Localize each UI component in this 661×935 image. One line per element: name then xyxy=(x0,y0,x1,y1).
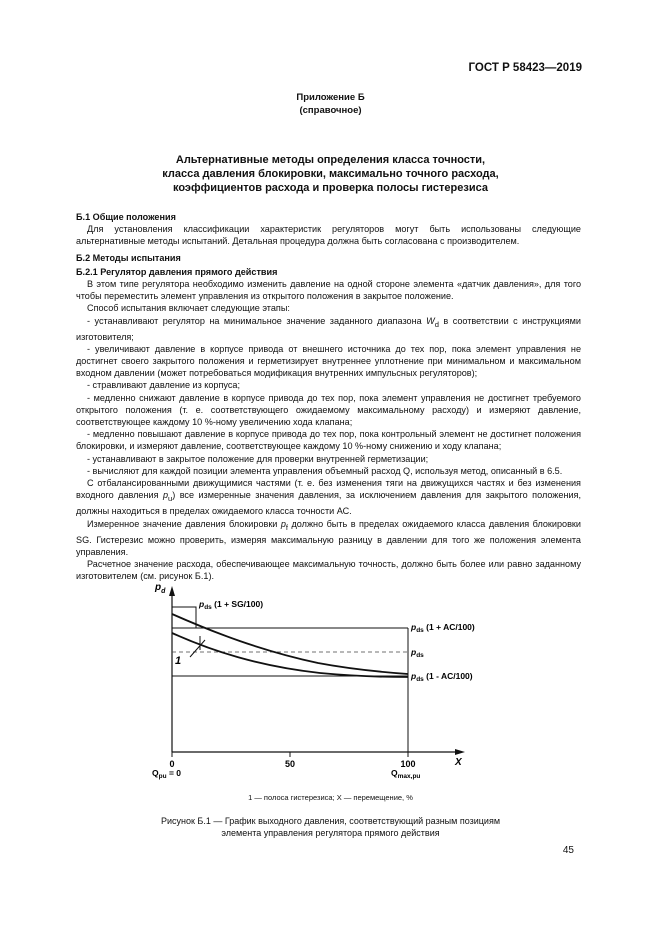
lower-limit-label: $p_{ds}$ (1 - AC/100) xyxy=(411,671,473,683)
x-tick-label-50: 50 xyxy=(284,759,296,769)
title-line-3: коэффициентов расхода и проверка полосы гистерезиса xyxy=(173,182,488,194)
x-tick-label-0: 0 xyxy=(169,759,175,769)
paragraph: Способ испытания включает следующие этапы: xyxy=(87,303,290,314)
y-axis-label: $p_d$ xyxy=(155,582,166,595)
paragraph: С отбалансированными движущимися частями (т. е. без изменения тяги на движущихся частях и без изменения входного давления $p_u$) все измеренные значения давления, за исключением давления для закрытого положения, должны находиться в пределах ожидаемого класса точности АС. xyxy=(76,478,581,517)
lockup-line xyxy=(172,607,196,628)
q-max-label: $Q_{max,pu}$ xyxy=(391,768,421,780)
caption-line-2: элемента управления регулятора прямого действия xyxy=(221,828,440,838)
figure-legend: 1 — полоса гистерезиса; X — перемещение, % xyxy=(248,793,413,802)
caption-line-1: Рисунок Б.1 — График выходного давления, соответствующий разным позициям xyxy=(160,816,501,826)
list-item: - увеличивают давление в корпусе привода от внешнего источника до тех пор, пока элемент управления не достигнет своего закрытого положения и герметизирует внутреннее уплотнение при минимальном и максимальном входном давлении (может потребоваться модификация внутренних импульсных регуляторов); xyxy=(76,343,581,379)
list-item: - медленно снижают давление в корпусе привода до тех пор, пока элемент управления не достигнет требуемого открытого положения (т. е. соответствующего ожидаемому максимальному расходу) и измеряют давление, соответствующее каждому 10 %-ному увеличению хода клапана; xyxy=(76,392,581,428)
list-item: - устанавливают в закрытое положение для проверки внутренней герметизации; xyxy=(87,453,429,464)
paragraph: В этом типе регулятора необходимо изменить давление на одной стороне элемента «датчик давления», для того чтобы переместить элемент управления из открытого положения в закрытое положение. xyxy=(76,279,581,302)
x-tick-label-100: 100 xyxy=(400,759,416,769)
list-item: - стравливают давление из корпуса; xyxy=(87,380,240,391)
title-line-2: класса давления блокировки, максимально точного расхода, xyxy=(162,168,499,180)
y-axis-arrow xyxy=(169,586,175,596)
hysteresis-arrow xyxy=(190,640,205,657)
setpoint-label: $p_{ds}$ xyxy=(411,647,424,659)
list-item: - медленно повышают давление в корпусе привода до тех пор, пока контрольный элемент не достигнет положения блокировки, и измеряют давление, соответствующее каждому 10 %-ному снижению и ходу клапана; xyxy=(76,429,581,452)
title-line-1: Альтернативные методы определения класса точности, xyxy=(175,154,486,166)
x-axis-label: X xyxy=(455,757,462,768)
paragraph: Расчетное значение расхода, обеспечивающее максимальную точность, должно быть более или равно заданному изготовителем (см. рисунок Б.1). xyxy=(76,558,581,582)
list-item: - вычисляют для каждой позиции элемента управления объемный расход Q, используя метод, описанный в 6.5. xyxy=(87,465,563,476)
section-heading-b21: Б.2.1 Регулятор давления прямого действия xyxy=(76,266,278,277)
lockup-label: $p_{ds}$ (1 + SG/100) xyxy=(199,599,264,611)
hysteresis-label: 1 xyxy=(175,655,182,667)
appendix-name: Приложение Б xyxy=(296,92,365,103)
list-item: - устанавливают регулятор на минимальное значение заданного диапазона $W_d$ в соответствии с инструкциями изготовителя; xyxy=(76,315,581,342)
paragraph: Измеренное значение давления блокировки $p_f$ должно быть в пределах ожидаемого класса давления блокировки SG. Гистерезис можно проверить, измеряя максимальную разницу в давлении для того же положения элемента управления. xyxy=(76,518,581,557)
upper-limit-label: $p_{ds}$ (1 + AC/100) xyxy=(411,622,475,634)
appendix-type: (справочное) xyxy=(299,105,362,116)
q-pu-label: $Q_{pu} = 0$ xyxy=(152,768,181,780)
page-number: 45 xyxy=(562,845,574,856)
figure-caption xyxy=(0,815,661,839)
paragraph: Для установления классификации характеристик регуляторов могут быть использованы следующие альтернативные методы испытаний. Детальная процедура должна быть согласована с производителем. xyxy=(76,224,581,247)
upper-curve xyxy=(172,614,408,674)
section-heading-b1: Б.1 Общие положения xyxy=(76,212,176,222)
section-heading-b2: Б.2 Методы испытания xyxy=(76,252,181,263)
x-axis-arrow xyxy=(455,749,465,755)
standard-number: ГОСТ Р 58423—2019 xyxy=(468,62,582,74)
